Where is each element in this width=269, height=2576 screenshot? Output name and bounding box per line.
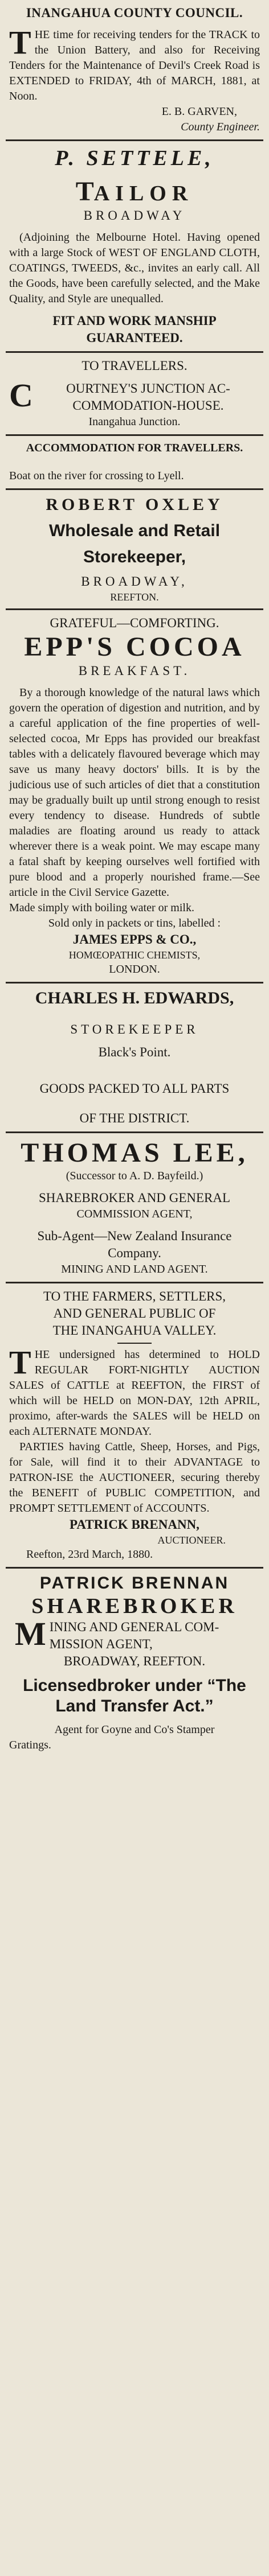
ad-title-text: OURTNEY'S JUNCTION AC-COMMODATION-HOUSE. bbox=[66, 381, 230, 413]
ad-heading-3: THE INANGAHUA VALLEY. bbox=[52, 1323, 217, 1338]
location: Inangahua Junction. bbox=[88, 415, 181, 428]
town-name: REEFTON. bbox=[110, 591, 159, 603]
licensed-line-1: Licensedbroker under “The bbox=[23, 1676, 246, 1695]
successor-note: (Successor to A. D. Bayfeild.) bbox=[66, 1170, 203, 1182]
advertiser-name: ROBERT OXLEY bbox=[46, 495, 223, 514]
street-name: BROADWAY, bbox=[81, 574, 188, 589]
ad-line-1: Wholesale and Retail bbox=[48, 521, 221, 540]
mining-line: MINING AND LAND AGENT. bbox=[61, 1263, 208, 1275]
ad-farmers-auction bbox=[0, 1283, 269, 1567]
ad-heading: TO TRAVELLERS. bbox=[81, 359, 188, 373]
ad-body-text: INING AND GENERAL COM-MISSION AGENT, bbox=[49, 1620, 219, 1651]
ad-body bbox=[9, 24, 260, 104]
agent-line: Agent for Goyne and Co's Stamper bbox=[54, 1723, 215, 1736]
ad-footer: OF THE DISTRICT. bbox=[79, 1111, 190, 1125]
dropcap-letter: T bbox=[9, 24, 31, 61]
ad-heading-2: AND GENERAL PUBLIC OF bbox=[53, 1306, 216, 1320]
agent-line-2: Gratings. bbox=[9, 1739, 51, 1751]
ad-subtitle: BREAKFAST. bbox=[78, 664, 191, 678]
ad-body bbox=[9, 1344, 260, 1439]
trade-text: AILOR bbox=[93, 182, 194, 205]
dropcap-letter: T bbox=[75, 176, 94, 207]
advertiser-name: THOMAS LEE, bbox=[21, 1138, 248, 1168]
ad-edwards bbox=[0, 984, 269, 1131]
ad-oxley bbox=[0, 490, 269, 608]
signature-title: County Engineer. bbox=[181, 121, 260, 133]
ad-county-council bbox=[0, 0, 269, 139]
street-name: BROADWAY bbox=[83, 208, 186, 223]
street-name: BROADWAY, REEFTON. bbox=[63, 1654, 206, 1668]
ad-line-2: Storekeeper, bbox=[83, 548, 186, 566]
ad-heading: INANGAHUA COUNTY COUNCIL. bbox=[26, 6, 243, 20]
maker-sub: HOMŒOPATHIC CHEMISTS, bbox=[68, 949, 201, 961]
ad-line: Sold only in packets or tins, labelled : bbox=[48, 917, 221, 929]
ad-line-2: COMMISSION AGENT, bbox=[76, 1208, 193, 1220]
advertiser-name: P. SETTELE, bbox=[55, 146, 214, 170]
ad-line: Made simply with boiling water or milk. bbox=[9, 902, 194, 914]
ad-line-1: SHAREBROKER AND GENERAL bbox=[38, 1191, 231, 1205]
short-divider bbox=[117, 1343, 152, 1344]
maker-name: JAMES EPPS & CO., bbox=[72, 932, 197, 947]
dropcap-letter: M bbox=[15, 1615, 46, 1652]
ad-footer: GOODS PACKED TO ALL PARTS bbox=[39, 1081, 230, 1096]
signature-title: AUCTIONEER. bbox=[157, 1534, 226, 1546]
ad-body-text: HE time for receiving tenders for the TRACK to the Union Battery, and also for Receiving Tenders for the Maintenance of Devil's Creek Road is EXTENDED to FRIDAY, 4th of MARCH, 1881, at Noon. bbox=[9, 28, 260, 102]
ad-body-text: (Adjoining the Melbourne Hotel. Having opened with a large Stock of WEST OF ENGLAND CLOTH, COATINGS, TWEEDS, &c., invites an early call. All the Goods, have been carefully selected, and the Make Quality, and Style are unequalled. bbox=[9, 231, 260, 305]
agent-line: Sub-Agent—New Zealand Insurance bbox=[37, 1229, 232, 1243]
ad-body bbox=[9, 1615, 260, 1653]
ad-brennan bbox=[0, 1569, 269, 1758]
ad-body-text: HE undersigned has determined to HOLD REGULAR FORT-NIGHTLY AUCTION SALES of CATTLE at REEFTON, the FIRST of which will be HELD on MON-DAY, 12th APRIL, proximo, after-wards the SALES will be HELD on each ALTERNATE MONDAY. bbox=[9, 1348, 260, 1438]
ad-footer: FIT AND WORK MANSHIP GUARANTEED. bbox=[52, 314, 217, 345]
dropcap-letter: T bbox=[9, 1344, 31, 1381]
advertiser-name: PATRICK BRENNAN bbox=[39, 1574, 230, 1592]
licensed-line-2: Land Transfer Act.” bbox=[55, 1697, 214, 1715]
ad-travellers bbox=[0, 353, 269, 434]
trade-heading bbox=[9, 176, 260, 207]
ad-heading: ACCOMMODATION FOR TRAVELLERS. bbox=[26, 442, 243, 454]
ad-line: Boat on the river for crossing to Lyell. bbox=[9, 470, 184, 482]
ad-date: Reefton, 23rd March, 1880. bbox=[26, 1548, 153, 1561]
ad-body-text-2: PARTIES having Cattle, Sheep, Horses, and Pigs, for Sale, will find it to their ADVANTAGE to PATRON-ISE the AUCTIONEER, securing thereby the BENEFIT of PUBLIC COMPETITION, and PROMPT SETTLEMENT of ACCOUNTS. bbox=[9, 1441, 260, 1515]
maker-city: LONDON. bbox=[109, 963, 160, 976]
ad-accommodation bbox=[0, 436, 269, 488]
agent-line-2: Company. bbox=[108, 1246, 161, 1260]
ad-title: EPP'S COCOA bbox=[24, 632, 245, 662]
ad-epps-cocoa bbox=[0, 610, 269, 982]
ad-title: SHAREBROKER bbox=[31, 1594, 238, 1618]
signature: E. B. GARVEN, bbox=[161, 105, 237, 118]
advertiser-name: CHARLES H. EDWARDS, bbox=[35, 989, 234, 1007]
ad-body-text: By a thorough knowledge of the natural laws which govern the operation of digestion and nutrition, and by a careful application of the fine properties of well-selected cocoa, Mr Epps has provided our breakfast tables with a delicately flavoured beverage which may save us many heavy doctors' bills. It is by the judicious use of such articles of diet that a constitution may be gradually built up until strong enough to resist every tendency to disease. Hundreds of subtle maladies are floating around us ready to attack wherever there is a weak point. We may escape many a fatal shaft by keeping ourselves well fortified with pure blood and a properly nourished frame.—See article in the Civil Service Gazette. bbox=[9, 686, 260, 899]
location: Black's Point. bbox=[98, 1045, 171, 1059]
signature: PATRICK BRENANN, bbox=[70, 1517, 199, 1532]
dropcap-letter: C bbox=[9, 377, 33, 414]
ad-heading-1: TO THE FARMERS, SETTLERS, bbox=[43, 1289, 226, 1303]
ad-thomas-lee bbox=[0, 1133, 269, 1282]
ad-settele bbox=[0, 141, 269, 351]
trade-text: STOREKEEPER bbox=[70, 1022, 199, 1036]
ad-title bbox=[9, 377, 260, 414]
tagline: GRATEFUL—COMFORTING. bbox=[50, 616, 219, 630]
